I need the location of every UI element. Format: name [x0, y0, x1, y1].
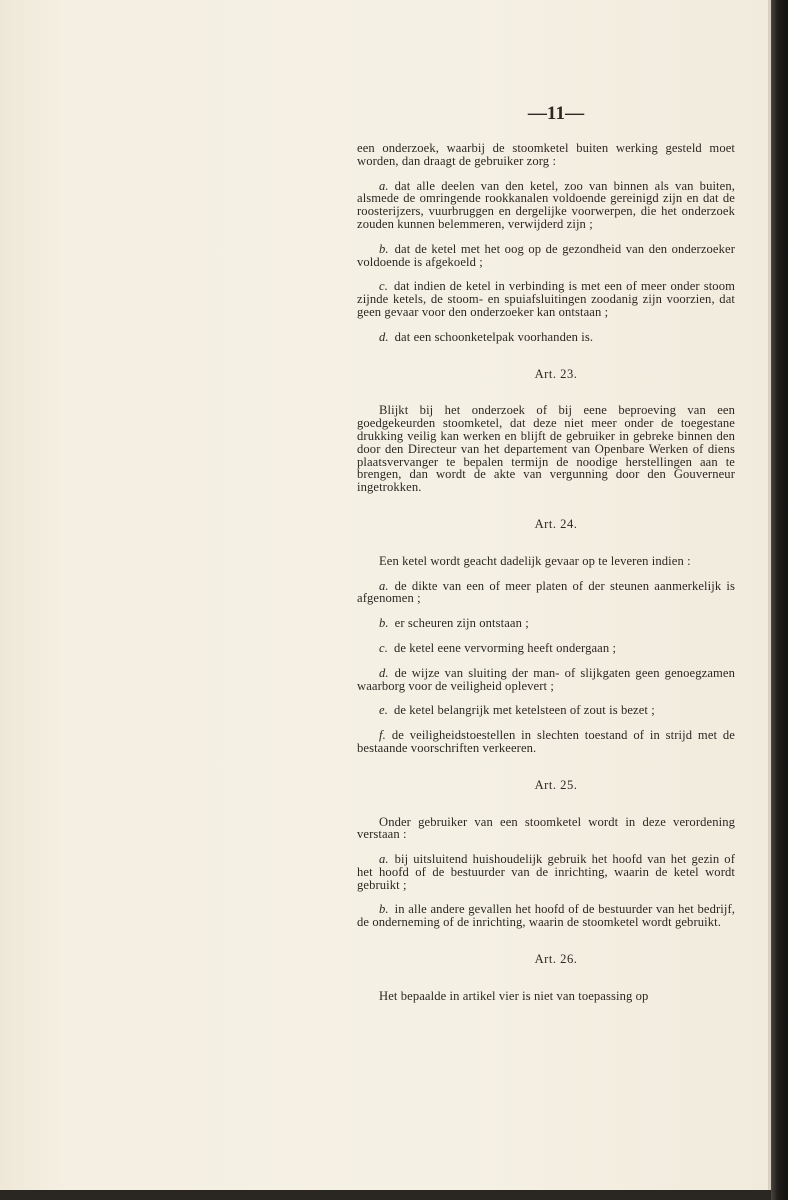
list-item	[357, 903, 735, 929]
article-25-heading: Art. 25.	[534, 777, 578, 792]
intro-paragraph: een onderzoek, waarbij de stoomketel buiten werking gesteld moet worden, dan draagt de gebruiker zorg :	[357, 141, 735, 168]
item-letter: c.	[379, 640, 388, 655]
item-text: in alle andere gevallen het hoofd of de bestuurder van het bedrijf, de onderneming of de inrichting, waarin de stoomketel wordt gebruikt.	[357, 902, 735, 930]
list-item	[357, 617, 735, 630]
article-23-text: Blijkt bij het onderzoek of bij eene beproeving van een goedgekeurden stoomketel, dat deze niet meer onder de toegestane drukking veilig kan werken en blijft de gebruiker in gebreke binnen den door den Directeur van het departement van Openbare Werken of diens plaatsvervanger te bepalen termijn de noodige herstellingen aan te brengen, dan wordt de akte van vergunning door den Gouverneur ingetrokken.	[357, 403, 735, 495]
intro-list	[357, 180, 735, 344]
item-letter: d.	[379, 329, 389, 344]
list-item	[357, 243, 735, 269]
article-26-text: Het bepaalde in artikel vier is niet van toepassing op	[379, 988, 649, 1003]
item-letter: e.	[379, 703, 388, 718]
list-item	[357, 704, 735, 717]
item-text: de veiligheidstoestellen in slechten toestand of in strijd met de bestaande voorschriften verkeeren.	[357, 728, 735, 755]
item-letter: b.	[379, 241, 389, 256]
list-item	[357, 180, 735, 231]
item-text: er scheuren zijn ontstaan ;	[394, 616, 529, 631]
article-25-intro: Onder gebruiker van een stoomketel wordt in deze verordening verstaan :	[357, 814, 735, 842]
page-number: —11—	[527, 103, 585, 124]
item-text: dat de ketel met het oog op de gezondheid van den onderzoeker voldoende is afgekoeld ;	[357, 241, 735, 269]
list-item	[357, 642, 735, 655]
item-letter: d.	[379, 665, 389, 680]
item-letter: b.	[379, 616, 389, 631]
article-26-heading: Art. 26.	[534, 952, 578, 967]
list-item	[357, 667, 735, 693]
item-text: dat indien de ketel in verbinding is met een of meer onder stoom zijnde ketels, de stoom- en spuiafsluitingen zoodanig zijn voorzien, dat geen gevaar voor den onderzoeker kan ontstaan ;	[357, 279, 735, 319]
item-letter: a.	[379, 852, 389, 867]
list-item	[357, 331, 735, 344]
list-item	[357, 280, 735, 318]
list-item	[357, 580, 735, 606]
item-text: dat een schoonketelpak voorhanden is.	[394, 329, 594, 344]
item-text: de dikte van een of meer platen of der steunen aanmerkelijk is afgenomen ;	[357, 578, 735, 606]
item-letter: a.	[379, 178, 389, 193]
item-letter: c.	[379, 279, 388, 294]
list-item	[357, 853, 735, 891]
item-text: dat alle deelen van den ketel, zoo van binnen als van buiten, alsmede de omringende rookkanalen voldoende gereinigd zijn en dat de roosterijzers, vuurbruggen en dergelijke voorwerpen, die het onderzoek zouden kunnen belemmeren, verwijderd zijn ;	[357, 178, 735, 231]
article-23-heading: Art. 23.	[534, 366, 578, 381]
list-item	[357, 729, 735, 755]
article-24-heading: Art. 24.	[534, 516, 578, 531]
item-text: de ketel eene vervorming heeft ondergaan ;	[393, 640, 617, 655]
page-edge	[771, 0, 788, 1200]
item-text: de ketel belangrijk met ketelsteen of zout is bezet ;	[393, 703, 655, 718]
item-letter: f.	[379, 728, 386, 743]
item-letter: b.	[379, 902, 389, 917]
text-column	[357, 104, 735, 1015]
item-text: de wijze van sluiting der man- of slijkgaten geen genoegzamen waarborg voor de veiligheid oplevert ;	[357, 665, 735, 693]
article-24-intro: Een ketel wordt geacht dadelijk gevaar op te leveren indien :	[379, 553, 691, 568]
item-letter: a.	[379, 578, 389, 593]
article-25-list	[357, 853, 735, 929]
item-text: bij uitsluitend huishoudelijk gebruik het hoofd van het gezin of het hoofd of de bestuurder van de inrichting, waarin de ketel wordt gebruikt ;	[357, 852, 735, 892]
article-24-list	[357, 580, 735, 755]
